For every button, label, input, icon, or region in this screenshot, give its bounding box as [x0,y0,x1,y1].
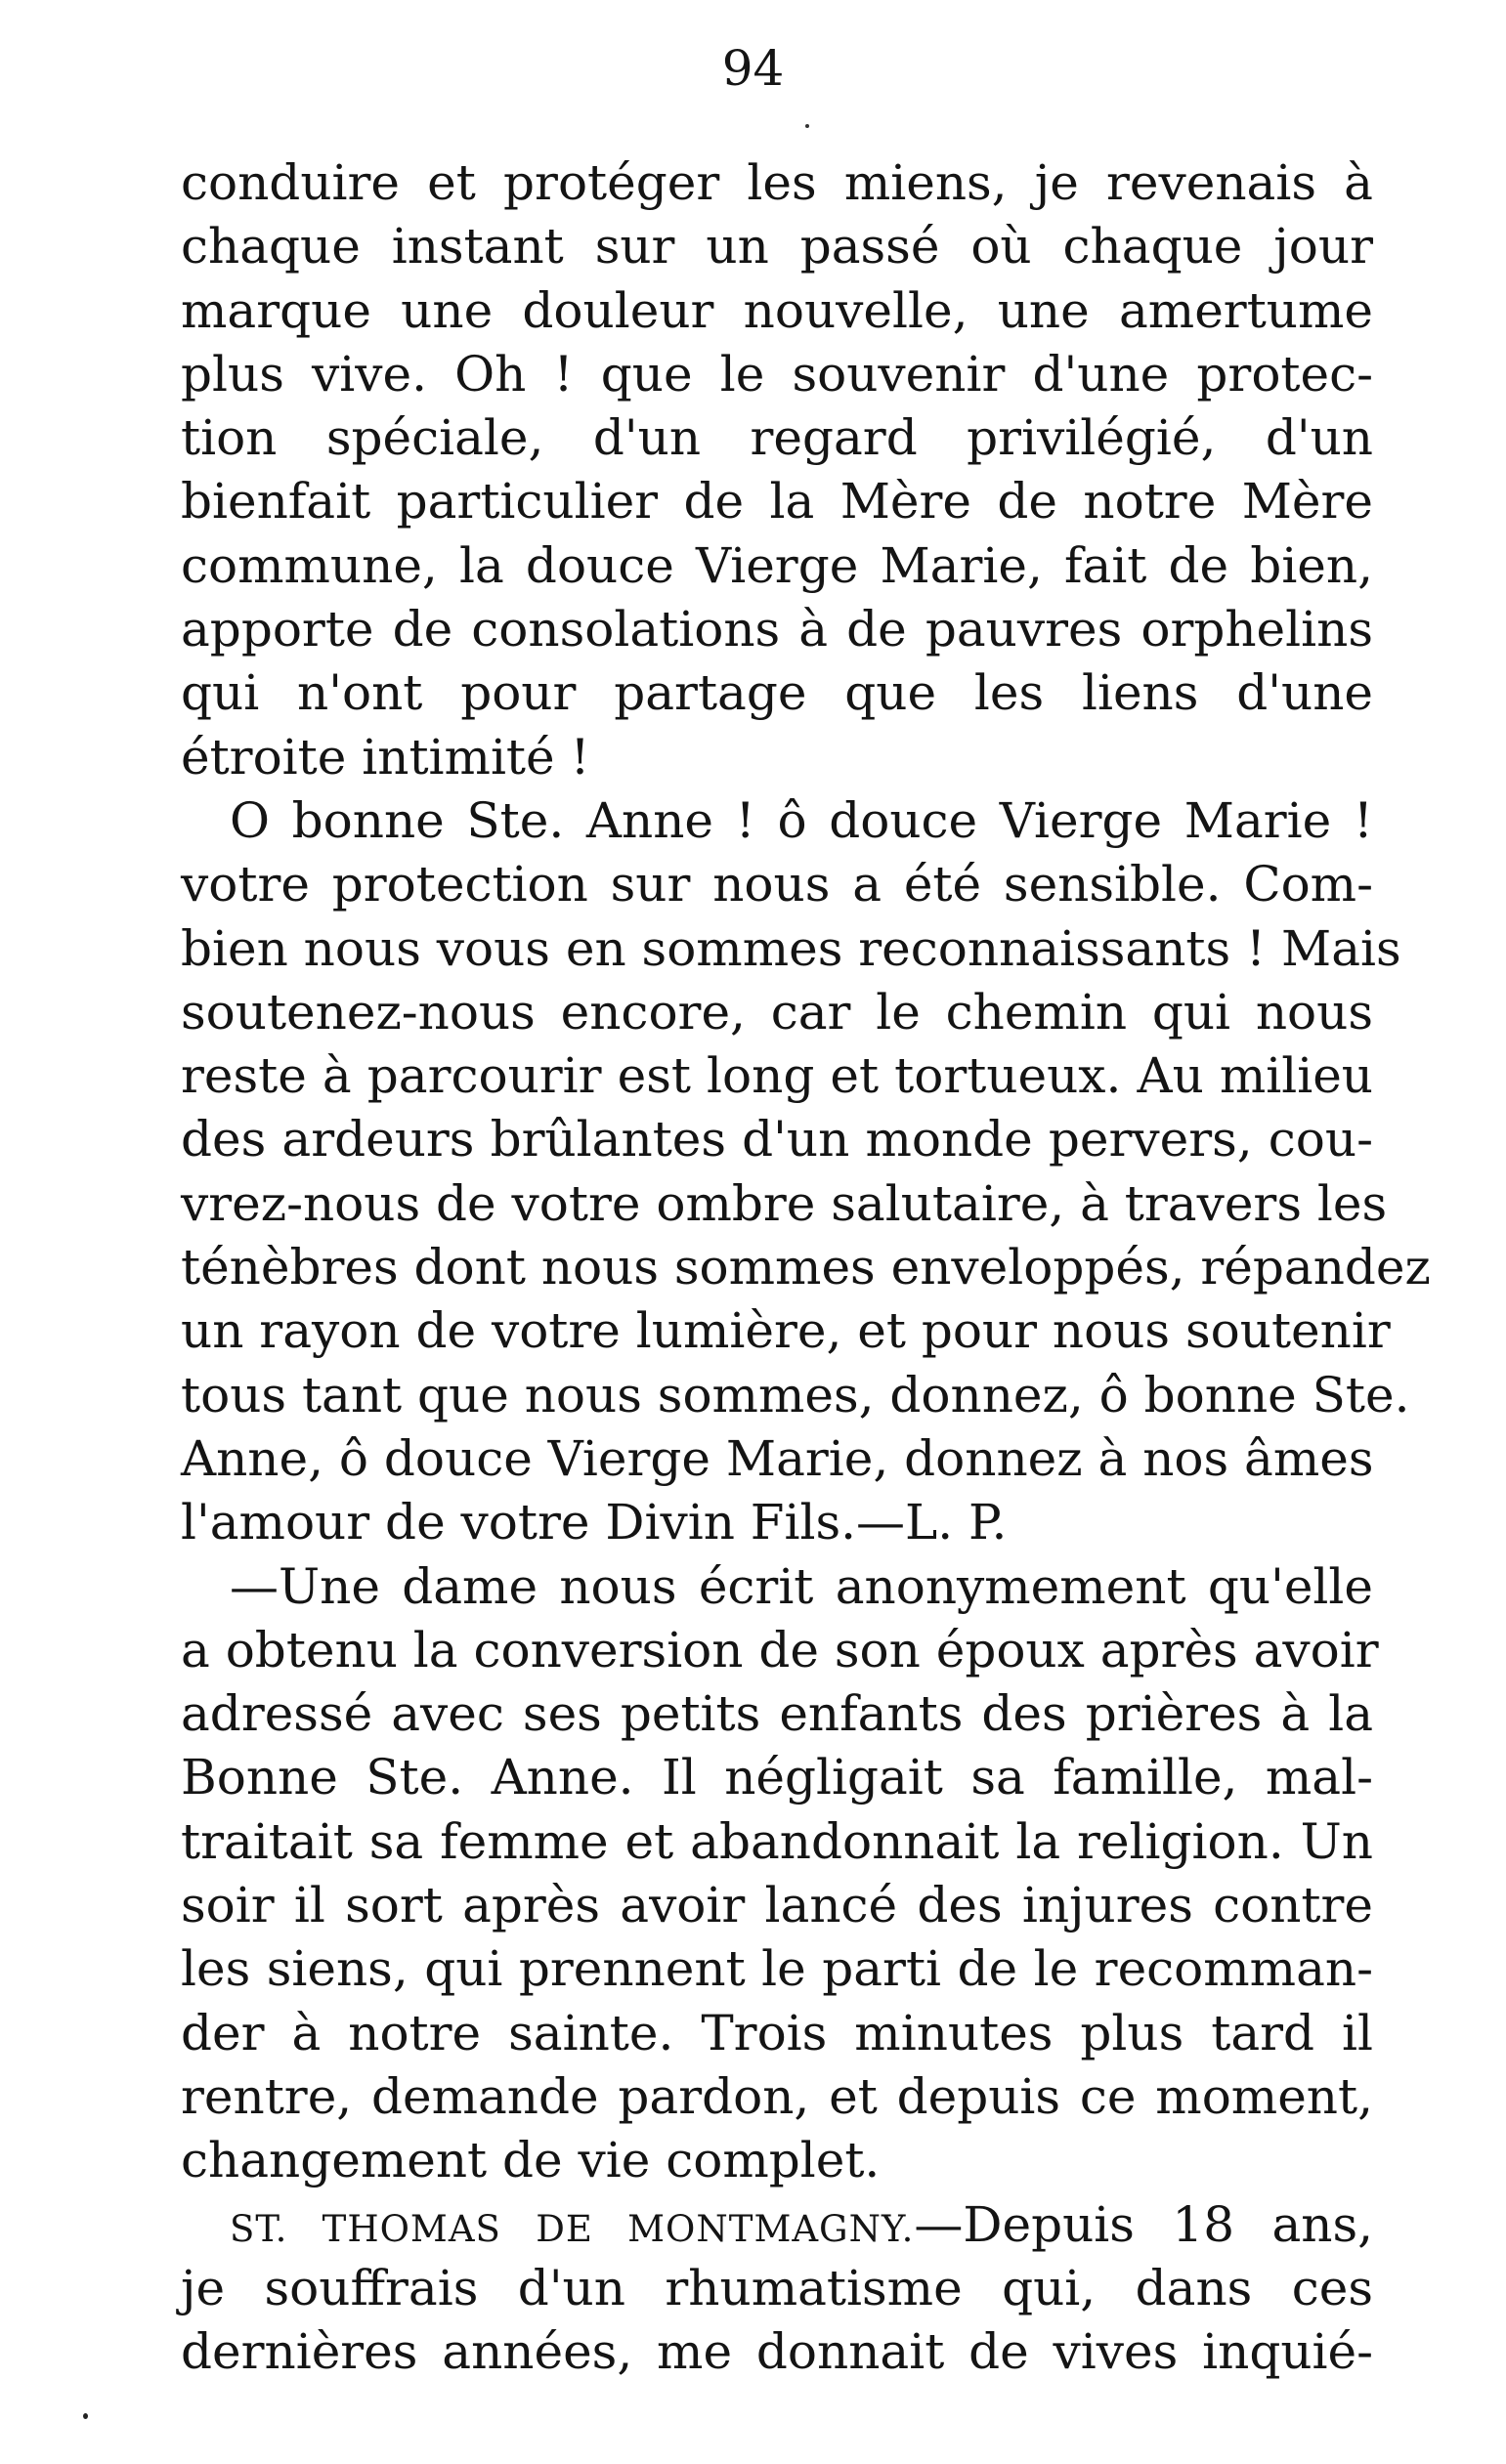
text-line: des ardeurs brûlantes d'un monde pervers, cou- [181,1111,1373,1168]
place-heading: ST. THOMAS DE MONTMAGNY. [230,2207,915,2250]
text-line: tion spéciale, d'un regard privilégié, d'un [181,409,1373,467]
text-line: der à notre sainte. Trois minutes plus tard il [181,2004,1373,2061]
text-line: plus vive. Oh ! que le souvenir d'une protec- [181,345,1373,403]
text-line: rentre, demande pardon, et depuis ce moment, [181,2067,1373,2125]
text-line: les siens, qui prennent le parti de le recomman- [181,1940,1373,1998]
text-line: adressé avec ses petits enfants des prières à la [181,1685,1373,1743]
text-line: commune, la douce Vierge Marie, fait de bien, [181,536,1373,594]
page-number: 94 [721,40,785,97]
text-line: reste à parcourir est long et tortueux. Au milieu [181,1047,1373,1105]
text-line: bien nous vous en sommes reconnaissants ! Mais [181,919,1401,977]
text-line: tous tant que nous sommes, donnez, ô bonne Ste. [181,1366,1410,1423]
text-line: soutenez-nous encore, car le chemin qui nous [181,983,1373,1041]
text-line: Anne, ô douce Vierge Marie, donnez à nos âmes [181,1429,1374,1487]
text-line: a obtenu la conversion de son époux après avoir [181,1621,1379,1678]
heading-continuation: —Depuis 18 ans, [914,2195,1374,2253]
text-line: bienfait particulier de la Mère de notre Mère [181,473,1373,531]
signature-line: l'amour de votre Divin Fils.—L. P. [181,1494,1008,1551]
text-line: traitait sa femme et abandonnait la religion. Un [181,1812,1373,1870]
text-line: Bonne Ste. Anne. Il négligait sa famille, mal- [181,1749,1373,1806]
body-text [181,151,1431,2384]
print-speck [805,124,809,128]
text-line: marque une douleur nouvelle, une amertume [181,281,1373,339]
text-line: conduire et protéger les miens, je revenais à [181,154,1373,211]
text-line: votre protection sur nous a été sensible. Com- [181,856,1373,913]
text-line: vrez-nous de votre ombre salutaire, à travers les [181,1174,1388,1232]
text-line: apporte de consolations à de pauvres orphelins [181,601,1373,658]
text-line: soir il sort après avoir lancé des injures contre [181,1877,1373,1934]
paragraph-end-line: changement de vie complet. [181,2132,881,2189]
text-line: dernières années, me donnait de vives inquié- [181,2323,1373,2381]
text-line: je souffrais d'un rhumatisme qui, dans ces [181,2259,1373,2316]
text-line: qui n'ont pour partage que les liens d'une [181,664,1373,722]
print-speck [83,2413,88,2419]
text-line: chaque instant sur un passé où chaque jour [181,218,1373,276]
section-heading-line [181,2193,1373,2257]
text-line: un rayon de votre lumière, et pour nous soutenir [181,1302,1391,1360]
text-line: ténèbres dont nous sommes enveloppés, répandez [181,1239,1431,1296]
paragraph-start-line: —Une dame nous écrit anonymement qu'elle [230,1557,1373,1615]
paragraph-end-line: étroite intimité ! [181,728,590,786]
paragraph-start-line: O bonne Ste. Anne ! ô douce Vierge Marie ! [230,791,1373,849]
